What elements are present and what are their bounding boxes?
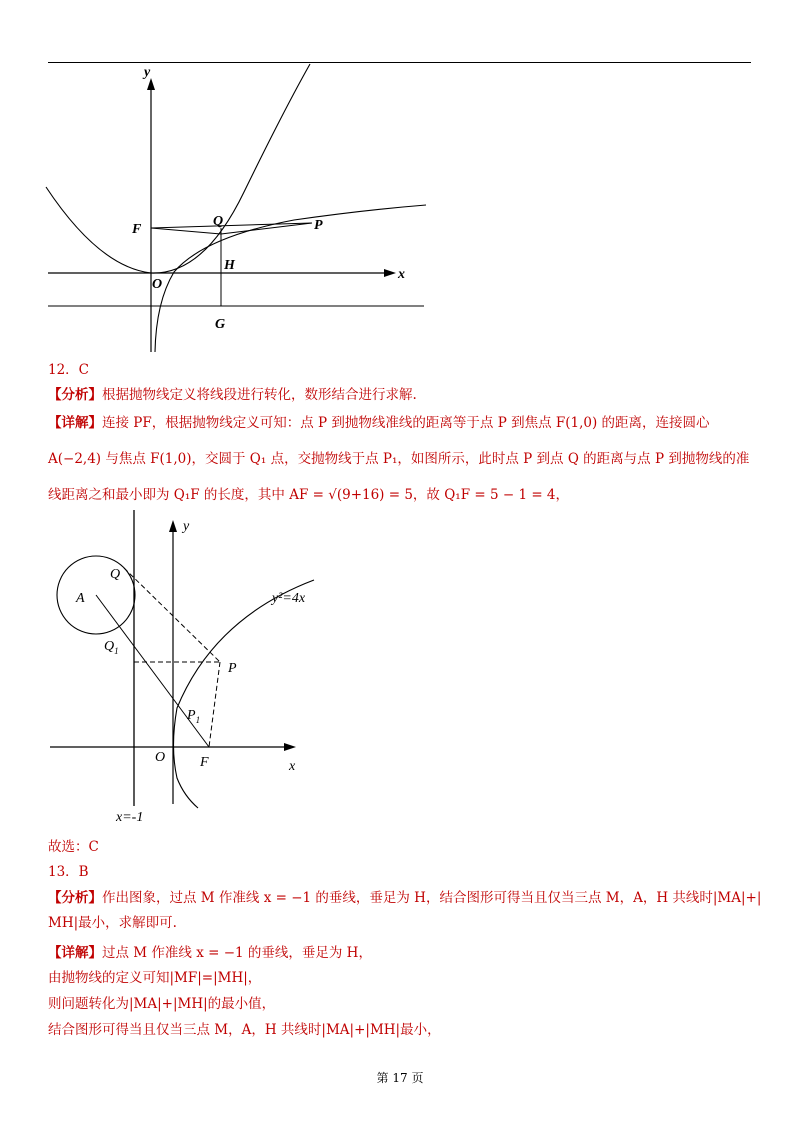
q13-detail-text1: 过点 M 作准线 x = −1 的垂线，垂足为 H， bbox=[102, 945, 372, 961]
q12-analysis bbox=[48, 385, 417, 405]
fig2-label-Q1: $Q_1$ bbox=[104, 639, 119, 656]
fig2-label-A: A bbox=[76, 591, 85, 606]
q13-header: 13．B bbox=[48, 864, 89, 880]
fig2-label-P1: $P_1$ bbox=[187, 708, 201, 725]
q13-analysis-tag: 【分析】 bbox=[48, 890, 102, 906]
figure-2-circle-parabola bbox=[44, 508, 344, 828]
fig1-label-O: O bbox=[152, 277, 163, 292]
q13-detail-tag: 【详解】 bbox=[48, 945, 102, 961]
q12-line3: 线距离之和最小即为 Q₁F 的长度，其中 AF = √(9+16) = 5，故 Q₁F = 5 − 1 = 4， bbox=[48, 487, 570, 503]
fig2-label-curve: y²=4x bbox=[272, 591, 306, 606]
fig2-y-arrow bbox=[169, 520, 177, 532]
fig1-line-FQ bbox=[151, 228, 221, 234]
fig2-label-directrix: x=-1 bbox=[116, 810, 144, 825]
page-footer: 第 17 页 bbox=[376, 1071, 424, 1085]
fig2-dash-QP bbox=[124, 568, 220, 662]
fig1-label-G: G bbox=[215, 317, 226, 332]
q13-detail-line1 bbox=[48, 943, 372, 963]
q12-analysis-text: 根据抛物线定义将线段进行转化，数形结合进行求解. bbox=[102, 387, 417, 403]
fig2-label-O: O bbox=[155, 750, 166, 765]
q12-analysis-tag: 【分析】 bbox=[48, 387, 102, 403]
fig1-label-y: y bbox=[144, 65, 151, 80]
fig1-label-H: H bbox=[224, 258, 235, 273]
q13-analysis-text1: 作出图象，过点 M 作准线 x = −1 的垂线，垂足为 H，结合图形可得当且仅当三点 M，A，H 共线时|MA|+| bbox=[102, 890, 762, 906]
q12-header: 12．C bbox=[48, 362, 90, 378]
fig1-label-P: P bbox=[314, 218, 323, 233]
q13-line3: 则问题转化为|MA|+|MH|的最小值， bbox=[48, 996, 276, 1012]
fig2-x-arrow bbox=[284, 743, 296, 751]
fig1-parabola bbox=[46, 64, 310, 273]
q12-line1: 连接 PF，根据抛物线定义可知：点 P 到抛物线准线的距离等于点 P 到焦点 F(1,0) 的距离，连接圆心 bbox=[102, 415, 710, 431]
fig2-dash-PF bbox=[209, 662, 220, 747]
fig2-label-F: F bbox=[200, 755, 209, 770]
fig2-label-Q: Q bbox=[110, 567, 121, 582]
fig1-label-F: F bbox=[132, 222, 142, 237]
figure-1-parabola bbox=[44, 62, 444, 354]
fig1-x-arrow bbox=[384, 269, 396, 277]
q13-analysis-line2: MH|最小，求解即可. bbox=[48, 915, 177, 931]
q13-line2: 由抛物线的定义可知|MF|=|MH|， bbox=[48, 970, 262, 986]
fig2-label-P: P bbox=[228, 661, 237, 676]
q12-answer: 故选：C bbox=[48, 839, 99, 855]
fig2-line-AF bbox=[96, 595, 209, 747]
fig1-label-Q: Q bbox=[213, 214, 224, 229]
fig1-label-x: x bbox=[398, 267, 405, 282]
fig2-label-y: y bbox=[183, 519, 190, 534]
q12-detail-line1 bbox=[48, 413, 710, 433]
q12-detail-tag: 【详解】 bbox=[48, 415, 102, 431]
fig2-label-x: x bbox=[289, 759, 296, 774]
q12-line2: A(−2,4) 与焦点 F(1,0)，交圆于 Q₁ 点，交抛物线于点 P₁，如图所示，此时点 P 到点 Q 的距离与点 P 到抛物线的准 bbox=[48, 451, 750, 467]
q13-analysis-line1 bbox=[48, 888, 761, 908]
q13-line4: 结合图形可得当且仅当三点 M，A，H 共线时|MA|+|MH|最小， bbox=[48, 1022, 441, 1038]
